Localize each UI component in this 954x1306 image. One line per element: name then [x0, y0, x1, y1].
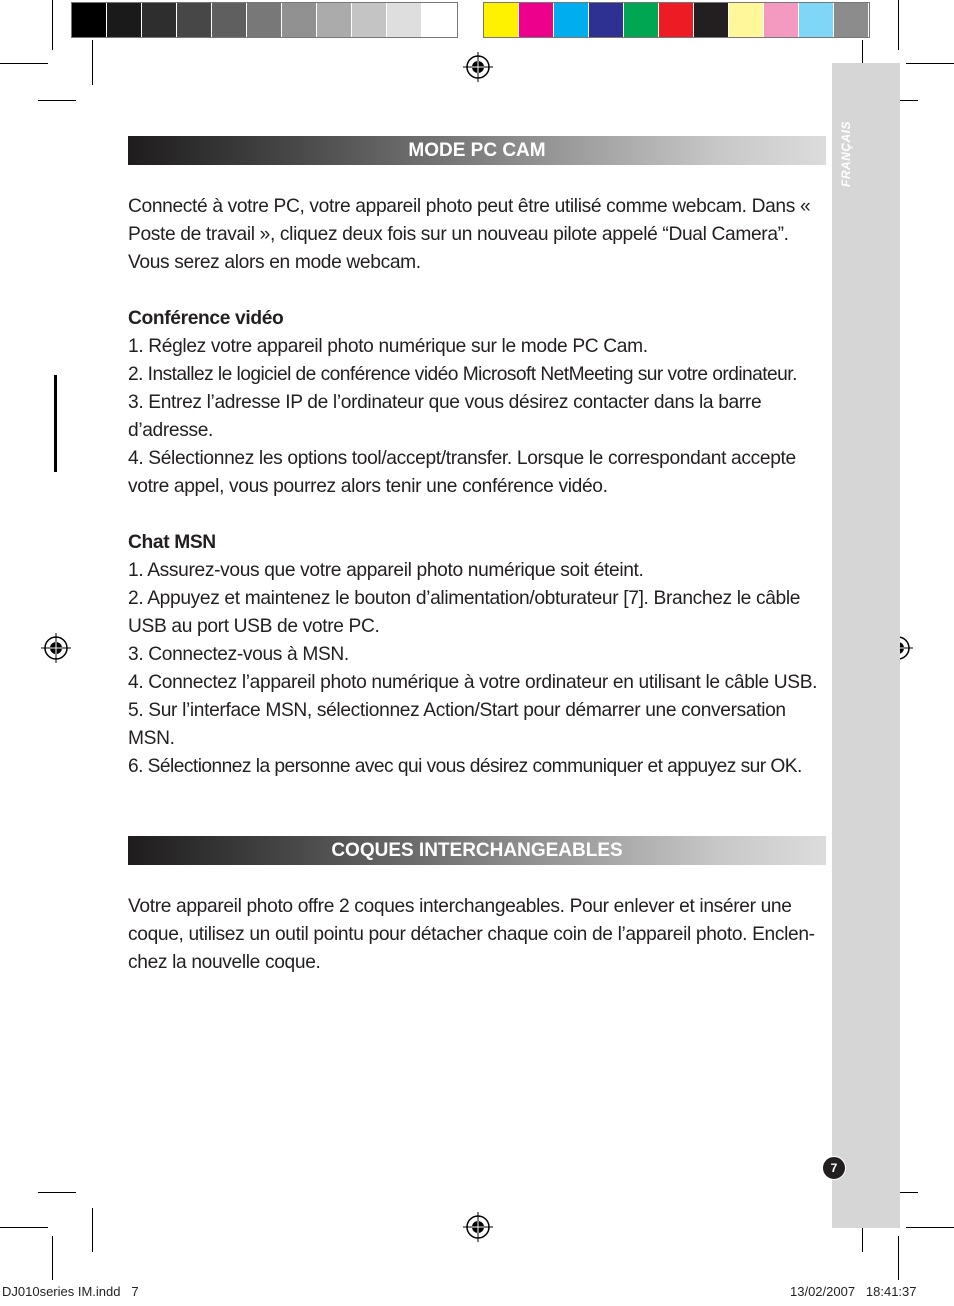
footer-file-info: DJ010series IM.indd 7 [2, 1284, 139, 1299]
crop-mark [0, 63, 48, 64]
list-item: 4. Sélectionnez les options tool/accept/transfer. Lorsque le correspondant accepte votre appel, vous pourrez alors tenir une conférence vidéo. [128, 448, 796, 497]
crop-mark [38, 1192, 76, 1193]
crop-mark [0, 1227, 48, 1228]
color-swatch [107, 3, 142, 37]
subheading-msn-chat: Chat MSN [128, 532, 216, 553]
footer-timestamp: 13/02/2007 18:41:37 [790, 1284, 917, 1299]
color-swatch [422, 3, 457, 37]
list-item: 1. Réglez votre appareil photo numérique sur le mode PC Cam. [128, 336, 648, 357]
crop-mark [906, 1227, 954, 1228]
color-swatch [212, 3, 247, 37]
section-header-shells: COQUES INTERCHANGEABLES [128, 836, 826, 865]
color-swatch [624, 3, 659, 37]
color-swatch [764, 3, 799, 37]
list-item: 5. Sur l’interface MSN, sélectionnez Action/Start pour démarrer une conversation MSN. [128, 700, 786, 749]
section-header-pc-cam: MODE PC CAM [128, 136, 826, 165]
color-swatch [834, 3, 869, 37]
margin-mark [54, 375, 57, 472]
color-swatch [387, 3, 422, 37]
list-item: 4. Connectez l’appareil photo numérique à votre ordinateur en utilisant le câble USB. [128, 672, 818, 693]
list-item: 6. Sélectionnez la personne avec qui vous désirez communiquer et appuyez sur OK. [128, 756, 802, 777]
crop-mark [92, 40, 93, 85]
color-swatch [694, 3, 729, 37]
list-item: 2. Appuyez et maintenez le bouton d’alimentation/obturateur [7]. Branchez le câble USB au port USB de votre PC. [128, 588, 801, 637]
crop-mark [898, 0, 899, 50]
page-number: 7 [822, 1156, 846, 1180]
color-swatch [247, 3, 282, 37]
list-item: 3. Connectez-vous à MSN. [128, 644, 349, 665]
crop-mark [52, 0, 53, 50]
color-swatch [142, 3, 177, 37]
crop-mark [52, 1236, 53, 1280]
section-body-shells [128, 893, 830, 977]
subheading-video-conference: Conférence vidéo [128, 308, 284, 329]
color-swatch [729, 3, 764, 37]
crop-mark [906, 63, 954, 64]
color-swatch [519, 3, 554, 37]
registration-mark-icon [41, 633, 71, 663]
color-swatch [282, 3, 317, 37]
crop-mark [898, 1236, 899, 1280]
process-color-bar [483, 2, 870, 38]
language-side-tab [832, 63, 900, 1228]
intro-paragraph: Connecté à votre PC, votre appareil photo peut être utilisé comme webcam. Dans « Poste de travail », cliquez deux fois sur un nouveau pilote appelé “Dual Camera”. Vous serez alors en mode webcam. [128, 196, 811, 273]
color-swatch [799, 3, 834, 37]
list-item: 1. Assurez-vous que votre appareil photo numérique soit éteint. [128, 560, 644, 581]
color-swatch [352, 3, 387, 37]
crop-mark [92, 1208, 93, 1252]
registration-mark-icon [463, 52, 493, 82]
list-item: 2. Installez le logiciel de conférence vidéo Microsoft NetMeeting sur votre ordinateur. [128, 364, 797, 385]
list-item: 3. Entrez l’adresse IP de l’ordinateur que vous désirez contacter dans la barre d’adresse. [128, 392, 762, 441]
shells-paragraph: Votre appareil photo offre 2 coques interchangeables. Pour enlever et insérer une coque, utilisez un outil pointu pour détacher chaque coin de l’appareil photo. Enclen-chez la nouvelle coque. [128, 896, 815, 973]
color-swatch [177, 3, 212, 37]
color-swatch [317, 3, 352, 37]
color-swatch [589, 3, 624, 37]
color-swatch [659, 3, 694, 37]
crop-mark [38, 100, 76, 101]
section-body-pc-cam [128, 193, 830, 781]
color-swatch [72, 3, 107, 37]
color-swatch [554, 3, 589, 37]
grayscale-color-bar [71, 2, 458, 38]
color-swatch [484, 3, 519, 37]
registration-mark-icon [463, 1212, 493, 1242]
language-label: FRANÇAIS [839, 121, 853, 187]
